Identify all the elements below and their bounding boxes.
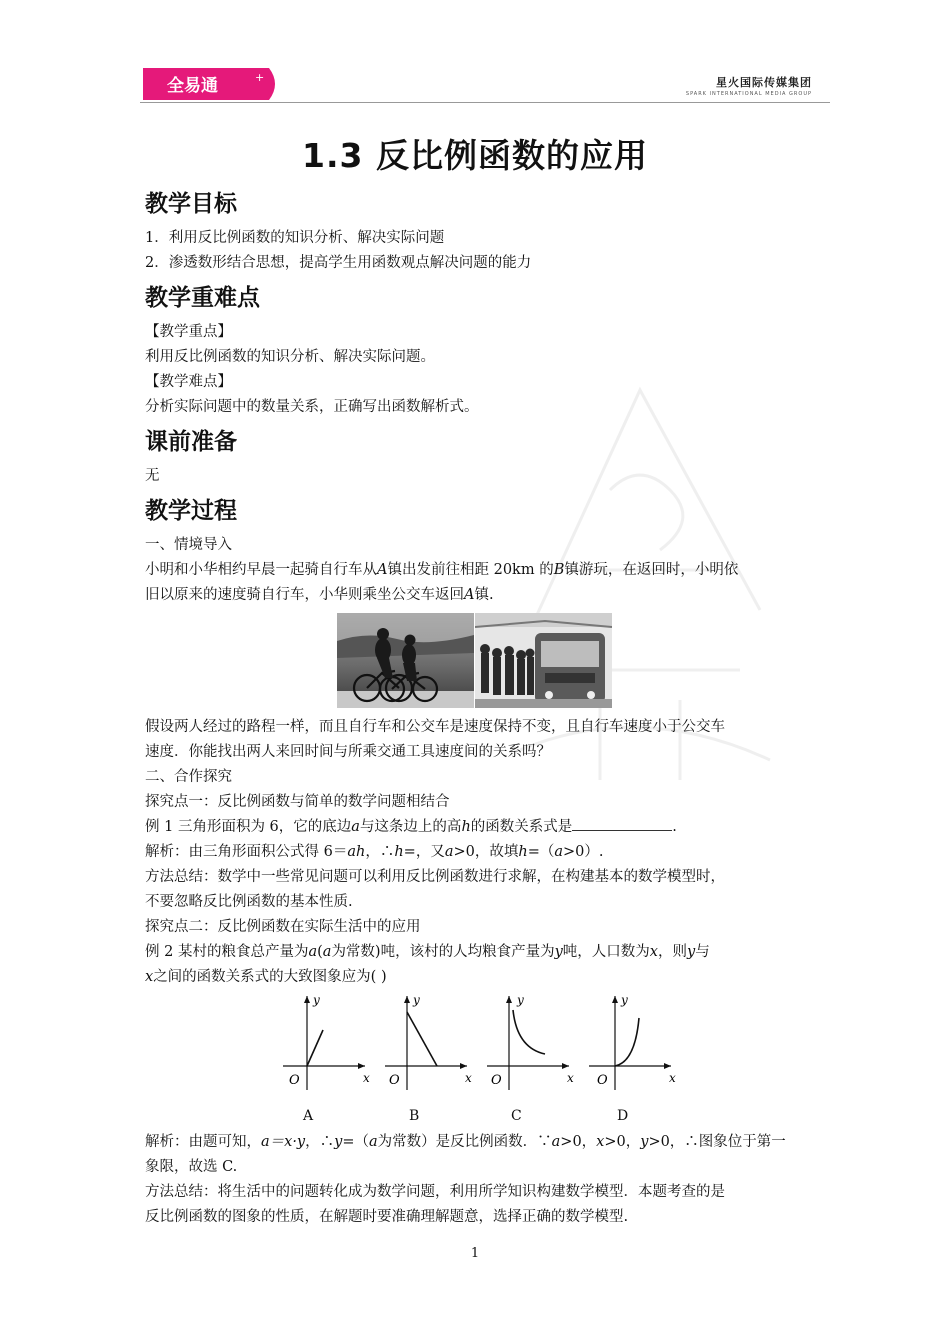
part2-label: 二、合作探究 — [145, 769, 232, 785]
key-points-heading: 教学重难点 — [145, 285, 260, 311]
header-divider — [140, 102, 830, 103]
method-1-line-1: 方法总结：数学中一些常见问题可以利用反比例函数进行求解，在构建基本的数学模型时， — [145, 869, 725, 885]
svg-text:+: + — [255, 71, 265, 84]
axis-y-label: y — [517, 993, 524, 1007]
axis-y-label: y — [413, 993, 420, 1007]
answer-blank — [572, 816, 672, 831]
main-content — [145, 182, 807, 1230]
question-line-1: 假设两人经过的路程一样，而且自行车和公交车是速度保持不变，且自行车速度小于公交车 — [145, 719, 725, 735]
axis-x-label: x — [567, 1071, 574, 1085]
method-2-line-1: 方法总结：将生活中的问题转化成为数学问题，利用所学知识构建数学模型．本题考查的是 — [145, 1184, 725, 1200]
intro-line-2: 旧以原来的速度骑自行车，小华则乘坐公交车返回A镇. — [145, 587, 494, 603]
solution-1: 解析：由三角形面积公式得 6＝ah，∴h=，又a>0，故填h=（a>0）. — [145, 844, 604, 860]
axis-y-label: y — [621, 993, 628, 1007]
option-label: B — [409, 1108, 420, 1124]
origin-label: O — [491, 1073, 502, 1088]
scene-photos — [145, 613, 807, 709]
graph-option-c — [487, 990, 587, 1130]
option-label: D — [617, 1108, 629, 1124]
method-2-line-2: 反比例函数的图象的性质，在解题时要准确理解题意，选择正确的数学模型. — [145, 1209, 629, 1225]
graph-options — [145, 990, 807, 1130]
axis-x-label: x — [465, 1071, 472, 1085]
method-1-line-2: 不要忽略反比例函数的基本性质. — [145, 894, 353, 910]
solution-2-line-2: 象限，故选 C. — [145, 1159, 238, 1175]
curve-c — [513, 1010, 545, 1054]
publisher-en: SPARK INTERNATIONAL MEDIA GROUP — [685, 91, 812, 97]
page-number: 1 — [470, 1246, 480, 1261]
origin-label: O — [597, 1073, 608, 1088]
difficulty-label: 【教学难点】 — [145, 374, 232, 390]
prep-text: 无 — [145, 468, 160, 484]
bicycle-photo — [337, 613, 474, 708]
logo-text: 全易通 — [167, 76, 218, 96]
brand-logo — [143, 68, 281, 100]
part1-label: 一、情境导入 — [145, 537, 232, 553]
publisher-name — [686, 74, 812, 97]
graph-option-d — [589, 990, 689, 1130]
goals-heading: 教学目标 — [145, 191, 237, 217]
prep-heading: 课前准备 — [145, 429, 237, 455]
example-2-line-1: 例 2 某村的粮食总产量为a(a为常数)吨，该村的人均粮食产量为y吨，人口数为x，则y与 — [145, 944, 710, 960]
graph-c-plot — [487, 990, 587, 1100]
goal-item: 2．渗透数形结合思想，提高学生用函数观点解决问题的能力 — [145, 255, 532, 271]
graph-b-plot — [385, 990, 485, 1100]
example-2-line-2: x之间的函数关系式的大致图象应为( ) — [145, 969, 387, 985]
axis-y-label: y — [313, 993, 320, 1007]
graph-d-plot — [589, 990, 689, 1100]
solution-2-line-1: 解析：由题可知，a＝x·y，∴y=（a为常数）是反比例函数．∵a>0，x>0，y>0，∴图象位于第一 — [145, 1134, 786, 1150]
difficulty-text: 分析实际问题中的数量关系，正确写出函数解析式。 — [145, 399, 479, 415]
origin-label: O — [289, 1073, 300, 1088]
explore1-label: 探究点一：反比例函数与简单的数学问题相结合 — [145, 794, 450, 810]
option-label: A — [303, 1108, 314, 1124]
origin-label: O — [389, 1073, 400, 1088]
question-line-2: 速度．你能找出两人来回时间与所乘交通工具速度间的关系吗？ — [145, 744, 551, 760]
intro-line-1: 小明和小华相约早晨一起骑自行车从A镇出发前往相距 20km 的B镇游玩，在返回时，小明依 — [145, 562, 739, 578]
bus-photo — [475, 613, 612, 708]
focus-label: 【教学重点】 — [145, 324, 232, 340]
publisher-cn: 星火国际传媒集团 — [716, 76, 812, 89]
graph-option-b — [385, 990, 485, 1130]
explore2-label: 探究点二：反比例函数在实际生活中的应用 — [145, 919, 421, 935]
option-label: C — [511, 1108, 522, 1124]
goal-item: 1．利用反比例函数的知识分析、解决实际问题 — [145, 230, 445, 246]
page-title: 1.3 反比例函数的应用 — [302, 136, 648, 175]
process-heading: 教学过程 — [145, 498, 237, 524]
axis-x-label: x — [669, 1071, 676, 1085]
focus-text: 利用反比例函数的知识分析、解决实际问题。 — [145, 349, 435, 365]
page-header — [140, 66, 830, 102]
graph-option-a — [283, 990, 383, 1130]
curve-b — [407, 1012, 437, 1066]
curve-d — [615, 1018, 639, 1066]
axis-x-label: x — [363, 1071, 370, 1085]
graph-a-plot — [283, 990, 383, 1100]
example-1: 例 1 三角形面积为 6，它的底边a与这条边上的高h的函数关系式是 . — [145, 815, 807, 840]
curve-a — [307, 1030, 323, 1066]
